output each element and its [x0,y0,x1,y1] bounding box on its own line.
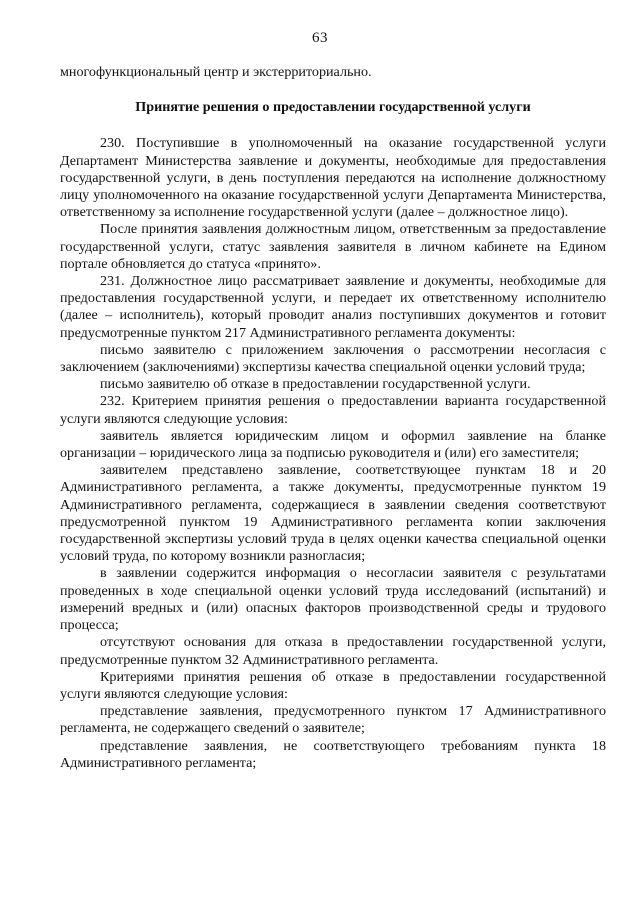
paragraph-231: 231. Должностное лицо рассматривает заявление и документы, необходимые для предоставления государственной услуги, и передает их ответственному исполнителю (далее – исполнитель), который проводит анализ поступивших документов и готовит предусмотренные пунктом 217 Административного регламента документы: [60,273,606,341]
section-heading: Принятие решения о предоставлении государственной услуги [135,99,531,116]
continuation-text: многофункциональный центр и экстерриториально. [60,64,372,80]
paragraph-letter-conclusion: письмо заявителю с приложением заключения о рассмотрении несогласия с заключением (заключениями) экспертизы качества специальной оценки условий труда; [60,341,606,376]
document-body [60,64,606,772]
paragraph-230: 230. Поступившие в уполномоченный на оказание государственной услуги Департамент Министерства заявление и документы, необходимые для предоставления государственной услуги, в день поступления передаются на исполнение должностному лицу уполномоченного на оказание государственной услуги Департамента Министерства, ответственному за исполнение государственной услуги (далее – должностное лицо). [60,135,606,221]
paragraph-refusal-criteria: Критериями принятия решения об отказе в предоставлении государственной услуги являются следующие условия: [60,668,606,702]
paragraph-letter-refusal: письмо заявителю об отказе в предоставлении государственной услуги. [100,376,531,393]
paragraph-criterion-application: заявителем представлено заявление, соответствующее пунктам 18 и 20 Административного регламента, а также документы, предусмотренные пунктом 19 Административного регламента, содержащиеся в заявлении сведения соответствуют предусмотренной пунктом 19 Административного регламента копии заключения государственной экспертизы условий труда в целях оценки качества специальной оценки условий труда, по которому возникли разногласия; [60,462,606,565]
page-number: 63 [312,30,328,46]
paragraph-criterion-no-grounds: отсутствуют основания для отказа в предоставлении государственной услуги, предусмотренные пунктом 32 Административного регламента. [60,634,606,668]
paragraph-refusal-noncompliant: представление заявления, не соответствующего требованиям пункта 18 Административного регламента; [60,737,606,771]
paragraph-criterion-legal-entity: заявитель является юридическим лицом и оформил заявление на бланке организации – юридического лица за подписью руководителя и (или) его заместителя; [60,427,606,462]
paragraph-232: 232. Критерием принятия решения о предоставлении варианта государственной услуги являются следующие условия: [60,393,606,427]
paragraph-status: После принятия заявления должностным лицом, ответственным за предоставление государственной услуги, статус заявления заявителя в личном кабинете на Едином портале обновляется до статуса «принято». [60,221,606,272]
paragraph-criterion-disagreement: в заявлении содержится информация о несогласии заявителя с результатами проведенных в ходе специальной оценки условий труда исследований (испытаний) и измерений вредных и (или) опасных факторов производственной среды и трудового процесса; [60,565,606,634]
paragraph-refusal-no-info: представление заявления, предусмотренного пунктом 17 Административного регламента, не содержащего сведений о заявителе; [60,703,606,737]
